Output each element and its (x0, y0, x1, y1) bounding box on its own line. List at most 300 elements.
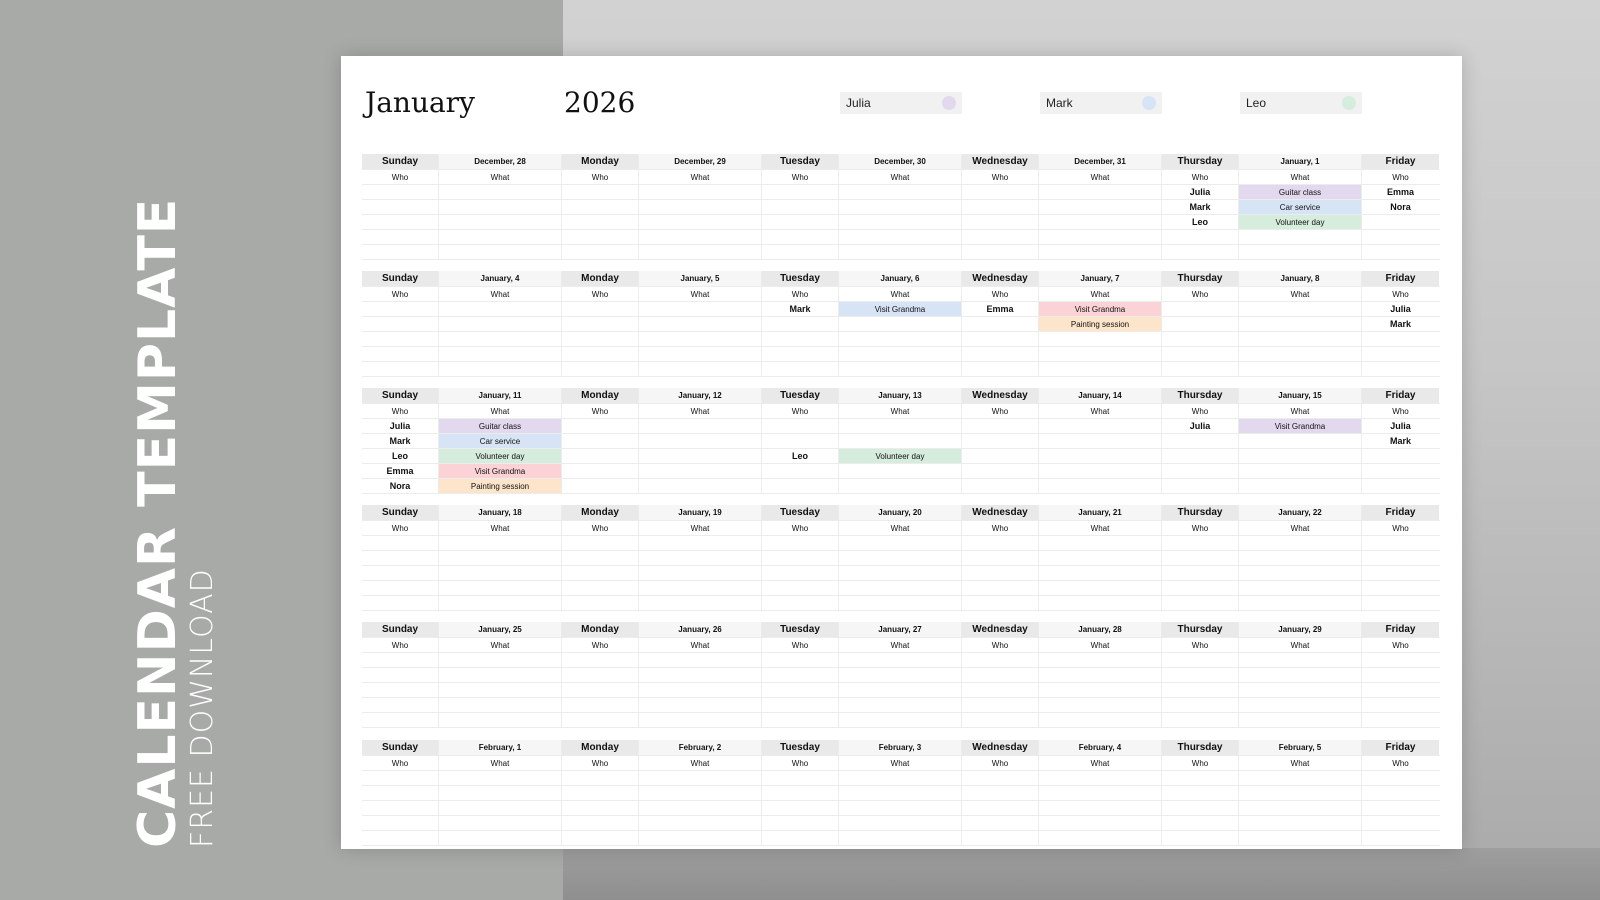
what-cell[interactable] (639, 801, 762, 815)
what-cell[interactable] (439, 801, 562, 815)
who-cell[interactable] (1162, 683, 1239, 697)
what-cell[interactable] (839, 332, 962, 346)
who-cell[interactable] (762, 245, 839, 259)
what-cell[interactable] (439, 536, 562, 550)
what-cell[interactable] (839, 596, 962, 610)
who-cell[interactable] (1162, 801, 1239, 815)
who-cell[interactable] (762, 479, 839, 493)
who-cell[interactable] (762, 230, 839, 244)
who-cell[interactable] (362, 668, 439, 682)
who-cell[interactable] (562, 347, 639, 361)
who-cell[interactable] (362, 831, 439, 845)
what-cell[interactable] (639, 449, 762, 463)
who-cell[interactable] (362, 245, 439, 259)
who-cell[interactable]: Emma (1386, 187, 1414, 197)
who-cell[interactable] (362, 698, 439, 712)
what-cell[interactable] (439, 200, 562, 214)
what-cell[interactable] (1239, 245, 1362, 259)
who-cell[interactable] (1162, 464, 1239, 478)
who-cell[interactable] (362, 215, 439, 229)
who-cell[interactable] (562, 653, 639, 667)
what-cell[interactable] (1239, 302, 1362, 316)
who-cell[interactable]: Julia (1162, 185, 1239, 199)
who-cell[interactable] (1162, 302, 1239, 316)
what-cell[interactable] (639, 215, 762, 229)
who-cell[interactable] (362, 551, 439, 565)
who-cell[interactable] (1362, 801, 1439, 815)
what-cell[interactable] (839, 551, 962, 565)
who-cell[interactable] (762, 215, 839, 229)
what-cell[interactable] (439, 332, 562, 346)
who-cell[interactable] (562, 245, 639, 259)
who-cell[interactable] (962, 566, 1039, 580)
who-cell[interactable] (1362, 536, 1439, 550)
who-cell[interactable] (1362, 245, 1439, 259)
who-cell[interactable]: Mark (1389, 319, 1411, 329)
who-cell[interactable] (962, 831, 1039, 845)
event-entry[interactable]: Visit Grandma (839, 302, 962, 316)
what-cell[interactable] (639, 786, 762, 800)
who-cell[interactable] (362, 786, 439, 800)
who-cell[interactable] (962, 698, 1039, 712)
who-cell[interactable] (1162, 596, 1239, 610)
who-cell[interactable] (562, 434, 639, 448)
who-cell[interactable] (1362, 816, 1439, 830)
what-cell[interactable] (839, 230, 962, 244)
what-cell[interactable] (1239, 786, 1362, 800)
who-cell[interactable] (1162, 831, 1239, 845)
what-cell[interactable] (1239, 831, 1362, 845)
what-cell[interactable] (839, 831, 962, 845)
who-cell[interactable]: Julia (1390, 304, 1411, 314)
who-cell[interactable] (1362, 215, 1439, 229)
who-cell[interactable] (362, 302, 439, 316)
who-cell[interactable] (962, 245, 1039, 259)
what-cell[interactable] (639, 332, 762, 346)
who-cell[interactable]: Leo (362, 449, 439, 463)
what-cell[interactable] (1239, 713, 1362, 727)
what-cell[interactable] (1039, 786, 1162, 800)
who-cell[interactable] (362, 347, 439, 361)
what-cell[interactable] (439, 786, 562, 800)
who-cell[interactable] (1362, 464, 1439, 478)
what-cell[interactable] (439, 185, 562, 199)
who-cell[interactable] (1162, 551, 1239, 565)
who-cell[interactable] (1362, 347, 1439, 361)
who-cell[interactable] (762, 581, 839, 595)
what-cell[interactable] (1039, 200, 1162, 214)
what-cell[interactable] (1039, 683, 1162, 697)
who-cell[interactable] (1162, 786, 1239, 800)
event-entry[interactable]: Visit Grandma (1039, 302, 1162, 316)
who-cell[interactable] (762, 801, 839, 815)
who-cell[interactable] (362, 816, 439, 830)
who-cell[interactable] (762, 536, 839, 550)
who-cell[interactable] (562, 581, 639, 595)
what-cell[interactable] (439, 683, 562, 697)
what-cell[interactable] (1039, 831, 1162, 845)
what-cell[interactable] (1039, 771, 1162, 785)
who-cell[interactable] (762, 596, 839, 610)
what-cell[interactable] (439, 317, 562, 331)
who-cell[interactable] (762, 831, 839, 845)
who-cell[interactable] (762, 362, 839, 376)
what-cell[interactable] (439, 230, 562, 244)
who-cell[interactable]: Nora (1390, 202, 1411, 212)
what-cell[interactable] (1039, 464, 1162, 478)
who-cell[interactable] (1162, 317, 1239, 331)
what-cell[interactable] (1039, 816, 1162, 830)
who-cell[interactable] (562, 831, 639, 845)
who-cell[interactable] (1362, 479, 1439, 493)
who-cell[interactable] (562, 536, 639, 550)
who-cell[interactable]: Mark (1389, 436, 1411, 446)
who-cell[interactable] (1162, 816, 1239, 830)
what-cell[interactable] (439, 581, 562, 595)
who-cell[interactable] (962, 215, 1039, 229)
who-cell[interactable] (962, 464, 1039, 478)
who-cell[interactable] (1362, 596, 1439, 610)
what-cell[interactable] (639, 200, 762, 214)
who-cell[interactable] (1162, 653, 1239, 667)
what-cell[interactable] (1039, 566, 1162, 580)
what-cell[interactable] (1239, 653, 1362, 667)
who-cell[interactable] (762, 566, 839, 580)
legend-mark[interactable] (1040, 92, 1162, 114)
what-cell[interactable] (1039, 653, 1162, 667)
what-cell[interactable] (1039, 581, 1162, 595)
what-cell[interactable] (639, 464, 762, 478)
what-cell[interactable] (639, 713, 762, 727)
what-cell[interactable] (839, 786, 962, 800)
event-entry[interactable]: Guitar class (439, 419, 562, 433)
who-cell[interactable] (962, 347, 1039, 361)
who-cell[interactable] (962, 596, 1039, 610)
who-cell[interactable] (962, 479, 1039, 493)
what-cell[interactable] (639, 683, 762, 697)
legend-julia[interactable] (840, 92, 962, 114)
who-cell[interactable] (762, 786, 839, 800)
who-cell[interactable] (562, 771, 639, 785)
what-cell[interactable] (439, 653, 562, 667)
who-cell[interactable] (362, 596, 439, 610)
what-cell[interactable] (439, 551, 562, 565)
who-cell[interactable] (962, 317, 1039, 331)
what-cell[interactable] (1239, 317, 1362, 331)
what-cell[interactable] (1239, 771, 1362, 785)
who-cell[interactable] (1362, 831, 1439, 845)
what-cell[interactable] (1039, 551, 1162, 565)
event-entry[interactable]: Painting session (439, 479, 562, 493)
what-cell[interactable] (639, 816, 762, 830)
who-cell[interactable] (962, 185, 1039, 199)
who-cell[interactable] (562, 419, 639, 433)
what-cell[interactable] (439, 362, 562, 376)
what-cell[interactable] (839, 581, 962, 595)
what-cell[interactable] (839, 362, 962, 376)
what-cell[interactable] (839, 200, 962, 214)
what-cell[interactable] (839, 245, 962, 259)
what-cell[interactable] (1239, 464, 1362, 478)
who-cell[interactable] (962, 449, 1039, 463)
who-cell[interactable] (1362, 332, 1439, 346)
who-cell[interactable] (1162, 245, 1239, 259)
who-cell[interactable] (562, 317, 639, 331)
what-cell[interactable] (1039, 434, 1162, 448)
who-cell[interactable] (962, 434, 1039, 448)
who-cell[interactable] (1162, 347, 1239, 361)
what-cell[interactable] (1039, 713, 1162, 727)
event-entry[interactable]: Car service (1239, 200, 1362, 214)
who-cell[interactable] (1162, 771, 1239, 785)
who-cell[interactable] (762, 713, 839, 727)
what-cell[interactable] (1039, 596, 1162, 610)
what-cell[interactable] (1239, 683, 1362, 697)
who-cell[interactable] (1362, 230, 1439, 244)
event-entry[interactable]: Car service (439, 434, 562, 448)
event-entry[interactable]: Volunteer day (439, 449, 562, 463)
what-cell[interactable] (839, 317, 962, 331)
what-cell[interactable] (439, 347, 562, 361)
who-cell[interactable] (962, 200, 1039, 214)
who-cell[interactable] (962, 816, 1039, 830)
who-cell[interactable] (762, 185, 839, 199)
who-cell[interactable] (1162, 230, 1239, 244)
what-cell[interactable] (439, 831, 562, 845)
who-cell[interactable] (962, 653, 1039, 667)
what-cell[interactable] (1239, 332, 1362, 346)
what-cell[interactable] (1039, 419, 1162, 433)
who-cell[interactable] (562, 230, 639, 244)
what-cell[interactable] (839, 419, 962, 433)
who-cell[interactable] (1362, 551, 1439, 565)
who-cell[interactable] (362, 230, 439, 244)
what-cell[interactable] (639, 668, 762, 682)
what-cell[interactable] (839, 698, 962, 712)
who-cell[interactable] (1162, 332, 1239, 346)
who-cell[interactable] (362, 362, 439, 376)
who-cell[interactable] (362, 713, 439, 727)
who-cell[interactable]: Mark (762, 302, 839, 316)
who-cell[interactable] (562, 362, 639, 376)
what-cell[interactable] (1239, 668, 1362, 682)
who-cell[interactable] (962, 581, 1039, 595)
who-cell[interactable] (562, 683, 639, 697)
who-cell[interactable] (1162, 479, 1239, 493)
what-cell[interactable] (639, 479, 762, 493)
what-cell[interactable] (1039, 479, 1162, 493)
who-cell[interactable] (562, 302, 639, 316)
what-cell[interactable] (639, 831, 762, 845)
event-entry[interactable]: Volunteer day (839, 449, 962, 463)
what-cell[interactable] (639, 347, 762, 361)
what-cell[interactable] (1039, 668, 1162, 682)
who-cell[interactable] (762, 434, 839, 448)
who-cell[interactable]: Julia (1390, 421, 1411, 431)
who-cell[interactable] (362, 200, 439, 214)
who-cell[interactable] (362, 185, 439, 199)
event-entry[interactable]: Guitar class (1239, 185, 1362, 199)
who-cell[interactable] (762, 653, 839, 667)
who-cell[interactable] (1362, 653, 1439, 667)
who-cell[interactable]: Emma (962, 302, 1039, 316)
who-cell[interactable] (1362, 668, 1439, 682)
who-cell[interactable] (562, 786, 639, 800)
what-cell[interactable] (639, 317, 762, 331)
what-cell[interactable] (1239, 362, 1362, 376)
what-cell[interactable] (1039, 215, 1162, 229)
what-cell[interactable] (839, 464, 962, 478)
what-cell[interactable] (1039, 185, 1162, 199)
what-cell[interactable] (1239, 449, 1362, 463)
what-cell[interactable] (1239, 801, 1362, 815)
what-cell[interactable] (1239, 434, 1362, 448)
what-cell[interactable] (839, 215, 962, 229)
who-cell[interactable] (962, 771, 1039, 785)
what-cell[interactable] (1239, 347, 1362, 361)
who-cell[interactable] (562, 449, 639, 463)
what-cell[interactable] (639, 245, 762, 259)
who-cell[interactable]: Leo (1162, 215, 1239, 229)
who-cell[interactable] (1162, 362, 1239, 376)
who-cell[interactable]: Nora (362, 479, 439, 493)
what-cell[interactable] (839, 771, 962, 785)
who-cell[interactable] (562, 713, 639, 727)
who-cell[interactable]: Emma (362, 464, 439, 478)
what-cell[interactable] (1039, 698, 1162, 712)
what-cell[interactable] (639, 419, 762, 433)
what-cell[interactable] (839, 683, 962, 697)
who-cell[interactable] (762, 698, 839, 712)
what-cell[interactable] (839, 668, 962, 682)
who-cell[interactable] (962, 668, 1039, 682)
what-cell[interactable] (839, 536, 962, 550)
what-cell[interactable] (1239, 230, 1362, 244)
event-entry[interactable]: Visit Grandma (439, 464, 562, 478)
what-cell[interactable] (1239, 698, 1362, 712)
who-cell[interactable] (1362, 771, 1439, 785)
who-cell[interactable] (962, 230, 1039, 244)
what-cell[interactable] (1239, 536, 1362, 550)
what-cell[interactable] (639, 536, 762, 550)
who-cell[interactable] (762, 816, 839, 830)
what-cell[interactable] (439, 713, 562, 727)
what-cell[interactable] (639, 185, 762, 199)
who-cell[interactable] (962, 683, 1039, 697)
what-cell[interactable] (1239, 596, 1362, 610)
who-cell[interactable] (762, 668, 839, 682)
who-cell[interactable] (562, 668, 639, 682)
who-cell[interactable] (762, 771, 839, 785)
who-cell[interactable] (962, 332, 1039, 346)
who-cell[interactable] (962, 786, 1039, 800)
who-cell[interactable] (562, 185, 639, 199)
event-entry[interactable]: Volunteer day (1239, 215, 1362, 229)
who-cell[interactable] (562, 479, 639, 493)
what-cell[interactable] (639, 434, 762, 448)
what-cell[interactable] (1239, 816, 1362, 830)
who-cell[interactable]: Julia (362, 419, 439, 433)
who-cell[interactable] (962, 713, 1039, 727)
who-cell[interactable] (562, 698, 639, 712)
who-cell[interactable] (362, 332, 439, 346)
what-cell[interactable] (1239, 479, 1362, 493)
what-cell[interactable] (1039, 230, 1162, 244)
what-cell[interactable] (839, 816, 962, 830)
who-cell[interactable] (962, 536, 1039, 550)
who-cell[interactable] (962, 801, 1039, 815)
who-cell[interactable] (362, 683, 439, 697)
what-cell[interactable] (1239, 566, 1362, 580)
who-cell[interactable] (1362, 683, 1439, 697)
who-cell[interactable] (562, 200, 639, 214)
what-cell[interactable] (1239, 551, 1362, 565)
who-cell[interactable] (362, 581, 439, 595)
who-cell[interactable] (362, 771, 439, 785)
who-cell[interactable] (762, 317, 839, 331)
what-cell[interactable] (839, 713, 962, 727)
what-cell[interactable] (639, 581, 762, 595)
who-cell[interactable] (1162, 668, 1239, 682)
who-cell[interactable] (1362, 698, 1439, 712)
what-cell[interactable] (439, 245, 562, 259)
what-cell[interactable] (1039, 801, 1162, 815)
who-cell[interactable] (562, 816, 639, 830)
who-cell[interactable] (362, 801, 439, 815)
who-cell[interactable] (362, 317, 439, 331)
what-cell[interactable] (639, 362, 762, 376)
who-cell[interactable] (1162, 581, 1239, 595)
what-cell[interactable] (839, 801, 962, 815)
what-cell[interactable] (1039, 332, 1162, 346)
who-cell[interactable] (962, 551, 1039, 565)
who-cell[interactable] (762, 419, 839, 433)
who-cell[interactable] (1162, 536, 1239, 550)
what-cell[interactable] (639, 596, 762, 610)
what-cell[interactable] (639, 566, 762, 580)
what-cell[interactable] (839, 479, 962, 493)
what-cell[interactable] (439, 668, 562, 682)
what-cell[interactable] (639, 551, 762, 565)
who-cell[interactable] (762, 347, 839, 361)
what-cell[interactable] (439, 215, 562, 229)
who-cell[interactable] (1362, 566, 1439, 580)
who-cell[interactable] (1162, 566, 1239, 580)
who-cell[interactable]: Mark (362, 434, 439, 448)
what-cell[interactable] (439, 698, 562, 712)
what-cell[interactable] (1039, 449, 1162, 463)
legend-leo[interactable] (1240, 92, 1362, 114)
what-cell[interactable] (1039, 536, 1162, 550)
who-cell[interactable] (1162, 698, 1239, 712)
event-entry[interactable]: Painting session (1039, 317, 1162, 331)
who-cell[interactable]: Leo (762, 449, 839, 463)
event-entry[interactable]: Visit Grandma (1239, 419, 1362, 433)
who-cell[interactable] (762, 200, 839, 214)
what-cell[interactable] (839, 185, 962, 199)
what-cell[interactable] (839, 347, 962, 361)
who-cell[interactable]: Mark (1162, 200, 1239, 214)
who-cell[interactable] (362, 566, 439, 580)
who-cell[interactable] (562, 215, 639, 229)
what-cell[interactable] (639, 302, 762, 316)
what-cell[interactable] (439, 596, 562, 610)
who-cell[interactable] (1362, 713, 1439, 727)
who-cell[interactable] (762, 332, 839, 346)
who-cell[interactable] (562, 801, 639, 815)
what-cell[interactable] (1039, 362, 1162, 376)
what-cell[interactable] (439, 816, 562, 830)
